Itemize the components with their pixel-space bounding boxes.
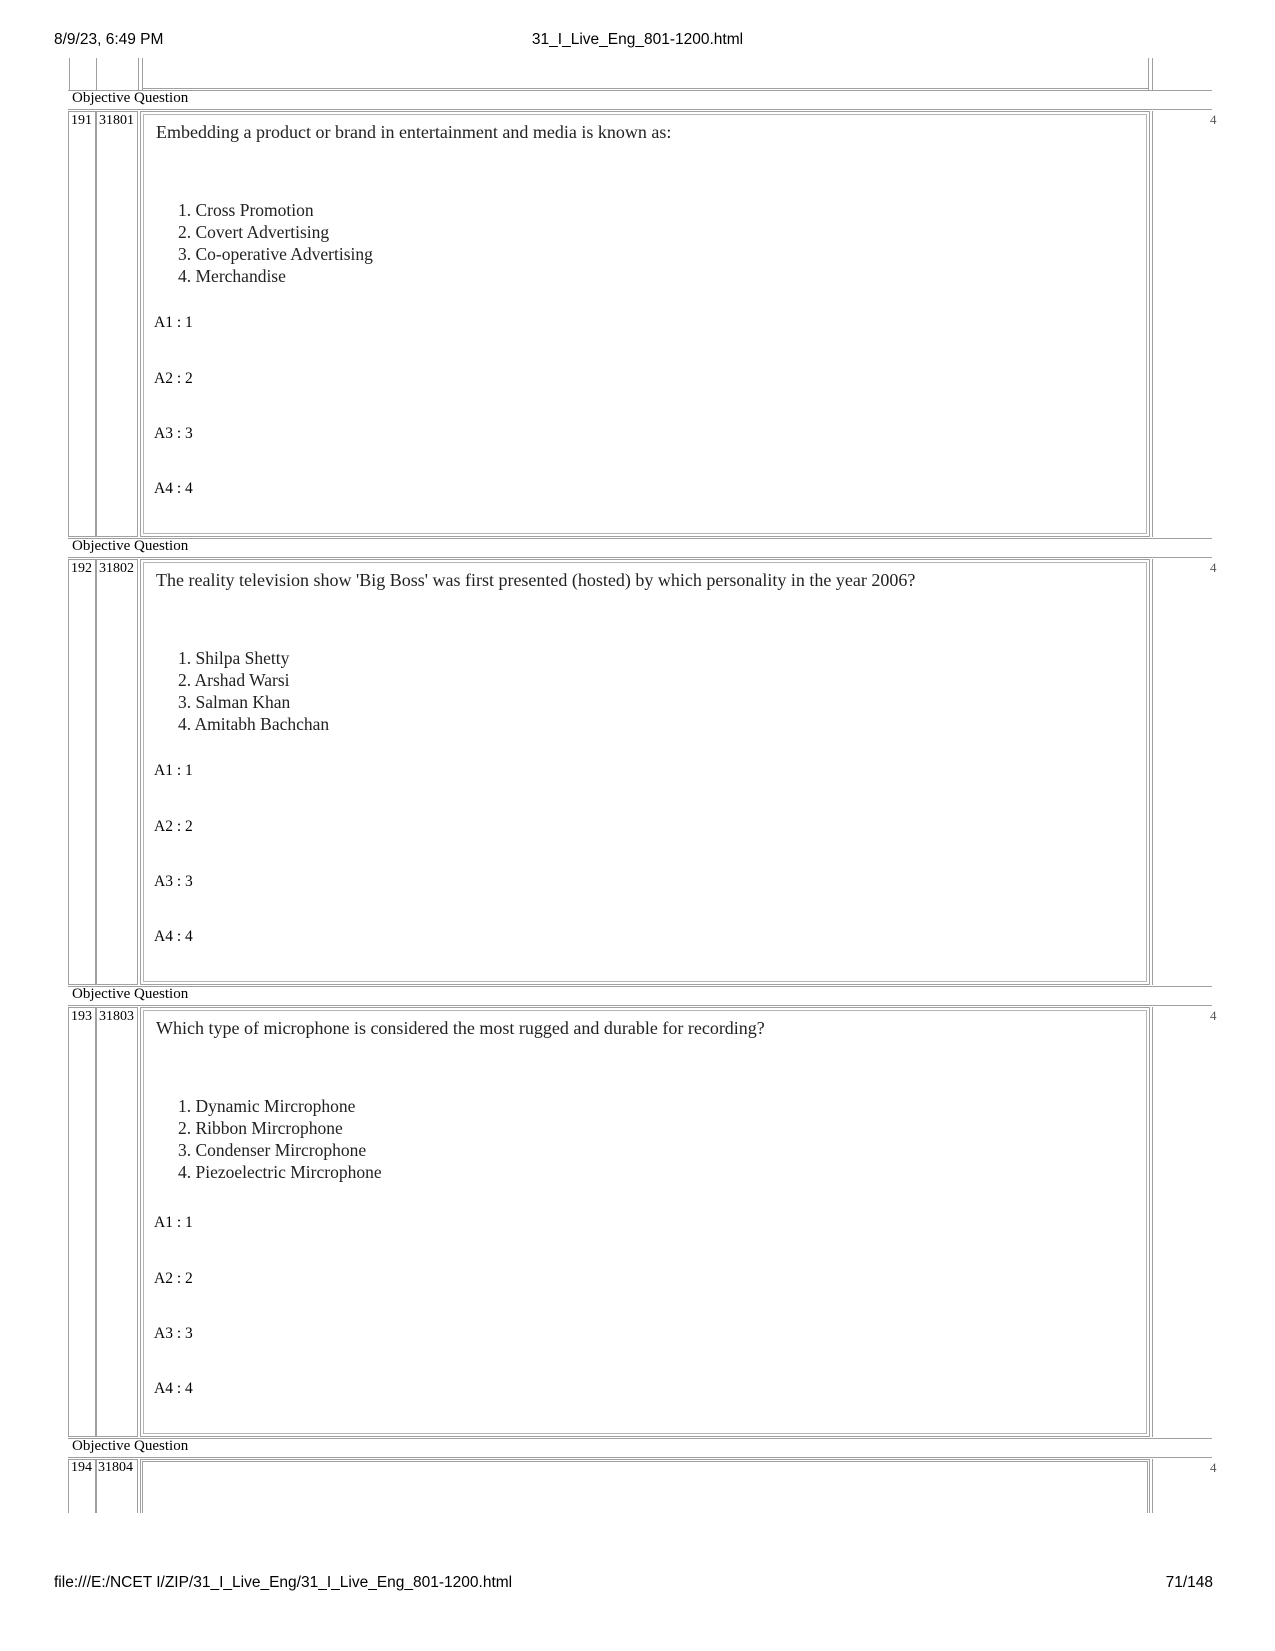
table-border: [142, 1461, 143, 1513]
table-border: [1152, 58, 1153, 90]
print-date: 8/9/23, 6:49 PM: [54, 31, 164, 48]
table-border: [1152, 559, 1153, 985]
option-item: 1. Shilpa Shetty: [178, 648, 290, 668]
options-list: [178, 647, 329, 735]
table-border: [1152, 1459, 1153, 1513]
question-text: The reality television show 'Big Boss' was first presented (hosted) by which personality in the year 2006?: [156, 570, 916, 590]
options-list: [178, 199, 373, 287]
section-border: [68, 1005, 1212, 1006]
option-item: 3. Salman Khan: [178, 692, 291, 712]
clipped-marks-cell: 4: [1210, 560, 1217, 575]
section-label: Objective Question: [72, 1438, 189, 1454]
answer-a2: A2 : 2: [154, 818, 193, 835]
table-border: [1148, 58, 1149, 90]
section-label: Objective Question: [72, 90, 189, 106]
option-item: 2. Covert Advertising: [178, 222, 330, 242]
answer-a3: A3 : 3: [154, 425, 193, 442]
table-border: [142, 88, 1148, 89]
table-border: [142, 1461, 1148, 1462]
table-border: [1152, 111, 1153, 537]
option-item: 4. Piezoelectric Mircrophone: [178, 1162, 382, 1182]
question-serial: 193: [71, 1009, 92, 1024]
clipped-marks-cell: 4: [1210, 1460, 1217, 1475]
table-border: [96, 58, 97, 90]
question-id: 31804: [98, 1460, 133, 1475]
table-border: [140, 1459, 1150, 1460]
answer-a2: A2 : 2: [154, 370, 193, 387]
page-title: 31_I_Live_Eng_801-1200.html: [531, 31, 744, 48]
question-id: 31802: [99, 561, 134, 576]
answer-a3: A3 : 3: [154, 1325, 193, 1342]
question-inner-border: [143, 562, 1147, 982]
clipped-marks-cell: 4: [1210, 1008, 1217, 1023]
question-inner-border: [143, 114, 1147, 534]
section-border: [68, 557, 1212, 558]
table-border: [69, 58, 70, 90]
table-border: [96, 1459, 97, 1513]
section-border: [68, 986, 1212, 987]
page-number: 71/148: [1165, 1574, 1213, 1591]
answer-a1: A1 : 1: [154, 762, 193, 779]
qid-cell: [96, 111, 138, 537]
question-serial: 191: [71, 113, 92, 128]
sno-cell: [68, 111, 96, 537]
question-inner-border: [143, 1010, 1147, 1434]
section-border: [68, 1457, 1212, 1458]
option-item: 2. Arshad Warsi: [178, 670, 290, 690]
answer-a2: A2 : 2: [154, 1270, 193, 1287]
section-border: [68, 109, 1212, 110]
option-item: 4. Amitabh Bachchan: [178, 714, 330, 734]
table-border: [142, 58, 143, 90]
section-border: [68, 90, 1212, 91]
question-id: 31803: [99, 1009, 134, 1024]
qid-cell: [96, 559, 138, 985]
section-border: [68, 538, 1212, 539]
section-label: Objective Question: [72, 986, 189, 1002]
answer-a1: A1 : 1: [154, 1214, 193, 1231]
question-text: Embedding a product or brand in entertainment and media is known as:: [156, 122, 672, 142]
option-item: 3. Co-operative Advertising: [178, 244, 373, 264]
clipped-marks-cell: 4: [1210, 112, 1217, 127]
table-border: [138, 58, 139, 90]
question-id: 31801: [99, 113, 134, 128]
answer-a1: A1 : 1: [154, 314, 193, 331]
question-cell: [140, 559, 1150, 985]
table-border: [140, 1459, 141, 1513]
question-serial: 194: [71, 1460, 92, 1475]
question-text: Which type of microphone is considered the most rugged and durable for recording?: [156, 1018, 765, 1038]
options-list: [178, 1095, 382, 1183]
option-item: 2. Ribbon Mircrophone: [178, 1118, 343, 1138]
sno-cell: [68, 559, 96, 985]
table-border: [1147, 1461, 1148, 1513]
table-border: [137, 1459, 138, 1513]
file-path: file:///E:/NCET I/ZIP/31_I_Live_Eng/31_I_Live_Eng_801-1200.html: [54, 1574, 513, 1591]
section-label: Objective Question: [72, 538, 189, 554]
sno-cell: [68, 1007, 96, 1437]
option-item: 4. Merchandise: [178, 266, 286, 286]
section-border: [68, 1438, 1212, 1439]
table-border: [68, 1459, 69, 1513]
table-border: [1152, 1007, 1153, 1437]
question-serial: 192: [71, 561, 92, 576]
answer-a4: A4 : 4: [154, 480, 193, 497]
table-border: [1149, 1459, 1150, 1513]
option-item: 1. Cross Promotion: [178, 200, 314, 220]
answer-a4: A4 : 4: [154, 928, 193, 945]
qid-cell: [96, 1007, 138, 1437]
question-cell: [140, 111, 1150, 537]
option-item: 1. Dynamic Mircrophone: [178, 1096, 356, 1116]
question-cell: [140, 1007, 1150, 1437]
answer-a3: A3 : 3: [154, 873, 193, 890]
answer-a4: A4 : 4: [154, 1380, 193, 1397]
option-item: 3. Condenser Mircrophone: [178, 1140, 367, 1160]
